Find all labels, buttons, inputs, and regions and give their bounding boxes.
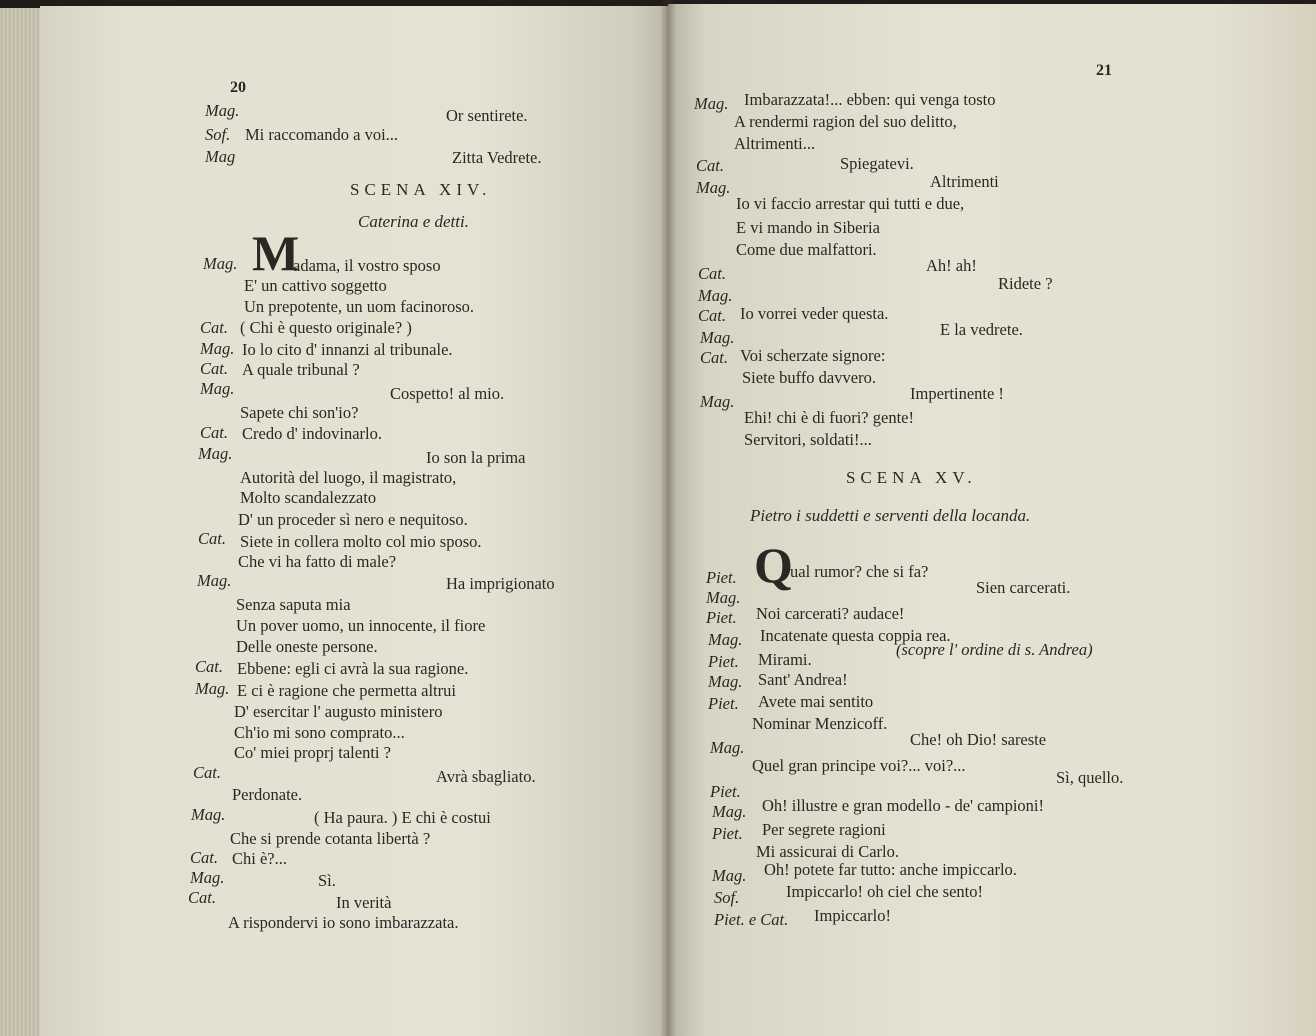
scene-characters: Pietro i suddetti e serventi della locanda. xyxy=(750,506,1031,525)
speaker-label: Cat. xyxy=(198,529,226,548)
dialogue-line: Avrà sbagliato. xyxy=(436,767,536,786)
speaker-label: Mag. xyxy=(696,178,731,197)
left-page xyxy=(40,6,668,1036)
dialogue-line: Per segrete ragioni xyxy=(762,820,886,839)
dialogue-line: Molto scandalezzato xyxy=(240,488,377,507)
speaker-label: Piet. xyxy=(706,608,737,627)
dialogue-line: ( Chi è questo originale? ) xyxy=(240,318,412,337)
dialogue-line: Siete buffo davvero. xyxy=(742,368,876,387)
dialogue-line: Sì, quello. xyxy=(1056,768,1124,787)
speaker-label: Mag. xyxy=(708,630,743,649)
dialogue-line: Impiccarlo! xyxy=(814,906,891,925)
dialogue-line: D' esercitar l' augusto ministero xyxy=(234,702,443,721)
speaker-label: Mag. xyxy=(698,286,733,305)
dialogue-line: Incatenate questa coppia rea. xyxy=(760,626,951,645)
dialogue-line: Nominar Menzicoff. xyxy=(752,714,888,733)
speaker-label: Cat. xyxy=(193,763,221,782)
dialogue-line: Zitta Vedrete. xyxy=(452,148,542,167)
scene-heading: SCENA XIV. xyxy=(350,180,492,199)
dialogue-line: Impertinente ! xyxy=(910,384,1004,403)
dialogue-line: Servitori, soldati!... xyxy=(744,430,872,449)
speaker-label: Sof. xyxy=(205,125,231,144)
page-number: 21 xyxy=(1096,62,1112,79)
dialogue-line: Cospetto! al mio. xyxy=(390,384,505,403)
speaker-label: Cat. xyxy=(700,348,728,367)
dialogue-line: Io vorrei veder questa. xyxy=(740,304,889,323)
dialogue-line: Io lo cito d' innanzi al tribunale. xyxy=(242,340,453,359)
speaker-label: Piet. xyxy=(712,824,743,843)
dialogue-line: Siete in collera molto col mio sposo. xyxy=(240,532,482,551)
dialogue-line: Ch'io mi sono comprato... xyxy=(234,723,405,742)
speaker-label: Cat. xyxy=(190,848,218,867)
speaker-label: Cat. xyxy=(188,888,216,907)
dialogue-line: Oh! illustre e gran modello - de' campioni! xyxy=(762,796,1045,815)
dialogue-line: ( Ha paura. ) E chi è costui xyxy=(314,808,491,827)
speaker-label: Piet. xyxy=(708,652,739,671)
dialogue-line: Sant' Andrea! xyxy=(758,670,848,689)
speaker-label: Piet. xyxy=(706,568,737,587)
dialogue-line: Un prepotente, un uom facinoroso. xyxy=(244,297,475,316)
dialogue-line: Ridete ? xyxy=(998,274,1053,293)
dialogue-line: Chi è?... xyxy=(232,849,287,868)
dialogue-line: E vi mando in Siberia xyxy=(736,218,880,237)
dialogue-line: Ehi! chi è di fuori? gente! xyxy=(744,408,914,427)
dialogue-line: Che vi ha fatto di male? xyxy=(238,552,397,571)
speaker-label: Mag. xyxy=(708,672,743,691)
scene-heading: SCENA XV. xyxy=(846,468,977,487)
dialogue-line: Sì. xyxy=(318,871,336,890)
dialogue-line: Voi scherzate signore: xyxy=(740,346,886,365)
dialogue-line: Io son la prima xyxy=(426,448,526,467)
dialogue-line: Altrimenti... xyxy=(734,134,816,153)
dialogue-line: Credo d' indovinarlo. xyxy=(242,424,382,443)
dialogue-line: Quel gran principe voi?... voi?... xyxy=(752,756,966,775)
scene-characters: Caterina e detti. xyxy=(358,212,469,231)
speaker-label: Cat. xyxy=(698,264,726,283)
speaker-label: Mag. xyxy=(710,738,745,757)
dialogue-line: E la vedrete. xyxy=(940,320,1023,339)
speaker-label: Mag. xyxy=(203,254,238,273)
dialogue-line: Ah! ah! xyxy=(926,256,977,275)
speaker-label: Mag xyxy=(205,147,236,166)
dialogue-line: Io vi faccio arrestar qui tutti e due, xyxy=(736,194,965,213)
speaker-label: Mag. xyxy=(191,805,226,824)
drop-cap: M xyxy=(252,225,300,281)
speaker-label: Mag. xyxy=(200,379,235,398)
speaker-label: Mag. xyxy=(197,571,232,590)
dialogue-line: Come due malfattori. xyxy=(736,240,877,259)
dialogue-line: Senza saputa mia xyxy=(236,595,351,614)
dialogue-line: Avete mai sentito xyxy=(758,692,874,711)
dialogue-line: Autorità del luogo, il magistrato, xyxy=(240,468,457,487)
dialogue-line: adama, il vostro sposo xyxy=(293,256,441,275)
dialogue-line: Mirami. xyxy=(758,650,812,669)
speaker-label: Mag. xyxy=(205,101,240,120)
speaker-label: Mag. xyxy=(712,866,747,885)
dialogue-line: Noi carcerati? audace! xyxy=(756,604,905,623)
dialogue-line: In verità xyxy=(336,893,392,912)
dialogue-line: D' un proceder sì nero e nequitoso. xyxy=(238,510,468,529)
dialogue-line: A rendermi ragion del suo delitto, xyxy=(734,112,957,131)
dialogue-line: Sien carcerati. xyxy=(976,578,1071,597)
dialogue-line: E ci è ragione che permetta altrui xyxy=(237,681,456,700)
speaker-label: Mag. xyxy=(190,868,225,887)
speaker-label: Cat. xyxy=(200,318,228,337)
page-number: 20 xyxy=(230,79,246,96)
dialogue-line: Che! oh Dio! sareste xyxy=(910,730,1047,749)
dialogue-line: Sapete chi son'io? xyxy=(240,403,359,422)
dialogue-line: Or sentirete. xyxy=(446,106,528,125)
dialogue-line: Co' miei proprj talenti ? xyxy=(234,743,391,762)
drop-cap: Q xyxy=(754,537,793,593)
dialogue-line: Imbarazzata!... ebben: qui venga tosto xyxy=(744,90,996,109)
dialogue-line: Un pover uomo, un innocente, il fiore xyxy=(236,616,486,635)
dialogue-line: Che si prende cotanta libertà ? xyxy=(230,829,431,848)
speaker-label: Mag. xyxy=(700,328,735,347)
speaker-label: Mag. xyxy=(198,444,233,463)
speaker-label: Mag. xyxy=(200,339,235,358)
dialogue-line: Oh! potete far tutto: anche impiccarlo. xyxy=(764,860,1017,879)
book-gutter xyxy=(660,0,676,1036)
stage-direction: (scopre l' ordine di s. Andrea) xyxy=(896,640,1093,659)
dialogue-line: Altrimenti xyxy=(930,172,999,191)
speaker-label: Mag. xyxy=(706,588,741,607)
speaker-label: Mag. xyxy=(712,802,747,821)
dialogue-line: Mi assicurai di Carlo. xyxy=(756,842,899,861)
speaker-label: Cat. xyxy=(200,359,228,378)
speaker-label: Piet. xyxy=(708,694,739,713)
speaker-label: Cat. xyxy=(195,657,223,676)
right-page xyxy=(668,4,1316,1036)
speaker-label: Mag. xyxy=(694,94,729,113)
speaker-label: Mag. xyxy=(700,392,735,411)
dialogue-line: Impiccarlo! oh ciel che sento! xyxy=(786,882,983,901)
speaker-label: Cat. xyxy=(696,156,724,175)
dialogue-line: A quale tribunal ? xyxy=(242,360,360,379)
speaker-label: Piet. xyxy=(710,782,741,801)
dialogue-line: A rispondervi io sono imbarazzata. xyxy=(228,913,459,932)
dialogue-line: Delle oneste persone. xyxy=(236,637,378,656)
speaker-label: Sof. xyxy=(714,888,740,907)
dialogue-line: Mi raccomando a voi... xyxy=(245,125,399,144)
speaker-label: Mag. xyxy=(195,679,230,698)
dialogue-line: Ebbene: egli ci avrà la sua ragione. xyxy=(237,659,469,678)
dialogue-line: ual rumor? che si fa? xyxy=(790,562,929,581)
speaker-label: Cat. xyxy=(200,423,228,442)
dialogue-line: Ha imprigionato xyxy=(446,574,555,593)
dialogue-line: E' un cattivo soggetto xyxy=(244,276,387,295)
speaker-label: Cat. xyxy=(698,306,726,325)
dialogue-line: Spiegatevi. xyxy=(840,154,914,173)
speaker-label: Piet. e Cat. xyxy=(714,910,789,929)
dialogue-line: Perdonate. xyxy=(232,785,303,804)
